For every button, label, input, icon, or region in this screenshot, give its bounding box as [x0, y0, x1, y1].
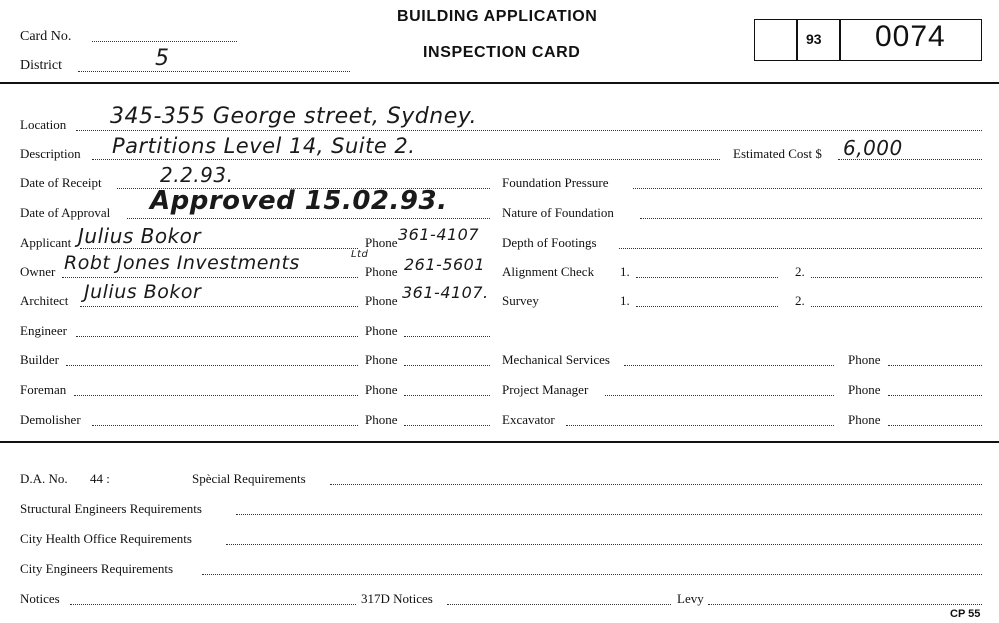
depth-footings-field[interactable] — [619, 248, 982, 249]
district-field[interactable] — [78, 71, 350, 72]
excavator-field[interactable] — [566, 425, 834, 426]
applicant-field[interactable] — [80, 248, 358, 249]
structural-requirements-field[interactable] — [236, 514, 982, 515]
builder-phone-label: Phone — [365, 352, 398, 367]
date-receipt-label: Date of Receipt — [20, 175, 102, 190]
mechanical-phone-label: Phone — [848, 352, 881, 367]
engineer-label: Engineer — [20, 323, 67, 338]
excavator-label: Excavator — [502, 412, 555, 427]
header-rule — [0, 82, 999, 84]
district-value: 5 — [155, 46, 170, 71]
applicant-phone-value: 361-4107 — [398, 225, 480, 244]
project-manager-phone-label: Phone — [848, 382, 881, 397]
form-code: CP 55 — [950, 608, 981, 620]
applicant-phone-label: Phone — [365, 235, 398, 250]
city-engineers-requirements-field[interactable] — [202, 574, 982, 575]
builder-phone-field[interactable] — [404, 365, 490, 366]
date-receipt-value: 2.2.93. — [160, 163, 234, 187]
nature-foundation-label: Nature of Foundation — [502, 205, 614, 220]
demolisher-phone-label: Phone — [365, 412, 398, 427]
survey-field-2[interactable] — [811, 306, 982, 307]
notices-317d-label: 317D Notices — [361, 591, 433, 606]
box-divider — [796, 19, 798, 61]
health-requirements-label: City Health Office Requirements — [20, 531, 192, 546]
alignment-num-2: 2. — [795, 264, 805, 279]
alignment-num-1: 1. — [620, 264, 630, 279]
description-field[interactable] — [92, 159, 720, 160]
estimated-cost-label: Estimated Cost $ — [733, 146, 822, 161]
engineer-field[interactable] — [76, 336, 358, 337]
owner-ltd: Ltd — [351, 249, 369, 260]
card-year: 93 — [806, 31, 822, 47]
project-manager-phone-field[interactable] — [888, 395, 982, 396]
da-no-label: D.A. No. — [20, 471, 68, 486]
architect-label: Architect — [20, 293, 69, 308]
location-label: Location — [20, 117, 67, 132]
structural-requirements-label: Structural Engineers Requirements — [20, 501, 202, 516]
notices-317d-field[interactable] — [447, 604, 671, 605]
architect-phone-value: 361-4107. — [402, 283, 489, 302]
owner-label: Owner — [20, 264, 56, 279]
demolisher-label: Demolisher — [20, 412, 81, 427]
foundation-pressure-field[interactable] — [633, 188, 982, 189]
box-divider — [839, 19, 841, 61]
card-title-line2: INSPECTION CARD — [423, 44, 581, 61]
card-number-box — [754, 19, 982, 61]
description-label: Description — [20, 146, 81, 161]
foreman-label: Foreman — [20, 382, 67, 397]
excavator-phone-label: Phone — [848, 412, 881, 427]
engineer-phone-label: Phone — [365, 323, 398, 338]
owner-phone-value: 261-5601 — [404, 255, 486, 274]
notices-field[interactable] — [70, 604, 356, 605]
section-rule — [0, 441, 999, 443]
date-approval-value: Approved 15.02.93. — [150, 186, 448, 216]
date-approval-field[interactable] — [127, 218, 490, 219]
owner-phone-label: Phone — [365, 264, 398, 279]
survey-field-1[interactable] — [636, 306, 778, 307]
card-no-field[interactable] — [92, 41, 237, 42]
applicant-value: Julius Bokor — [78, 224, 202, 248]
builder-label: Builder — [20, 352, 59, 367]
city-engineers-requirements-label: City Engineers Requirements — [20, 561, 174, 576]
survey-num-1: 1. — [620, 293, 630, 308]
alignment-field-2[interactable] — [811, 277, 982, 278]
foreman-field[interactable] — [74, 395, 358, 396]
builder-field[interactable] — [66, 365, 358, 366]
excavator-phone-field[interactable] — [888, 425, 982, 426]
card-number: 0074 — [875, 20, 946, 53]
survey-num-2: 2. — [795, 293, 805, 308]
alignment-field-1[interactable] — [636, 277, 778, 278]
description-value: Partitions Level 14, Suite 2. — [112, 134, 416, 158]
project-manager-field[interactable] — [605, 395, 834, 396]
district-label: District — [20, 58, 62, 73]
demolisher-phone-field[interactable] — [404, 425, 490, 426]
mechanical-label: Mechanical Services — [502, 352, 610, 367]
estimated-cost-value: 6,000 — [843, 136, 903, 160]
card-title-line1: BUILDING APPLICATION — [397, 8, 598, 25]
alignment-check-label: Alignment Check — [502, 264, 595, 279]
foundation-pressure-label: Foundation Pressure — [502, 175, 609, 190]
levy-label: Levy — [677, 591, 704, 606]
survey-label: Survey — [502, 293, 539, 308]
depth-footings-label: Depth of Footings — [502, 235, 597, 250]
date-approval-label: Date of Approval — [20, 205, 111, 220]
owner-field[interactable] — [62, 277, 358, 278]
mechanical-field[interactable] — [624, 365, 834, 366]
nature-foundation-field[interactable] — [640, 218, 982, 219]
special-requirements-label: Spècial Requirements — [192, 471, 306, 486]
levy-field[interactable] — [708, 604, 982, 605]
demolisher-field[interactable] — [92, 425, 358, 426]
location-field[interactable] — [76, 130, 982, 131]
location-value: 345-355 George street, Sydney. — [110, 104, 478, 129]
card-no-label: Card No. — [20, 29, 72, 44]
applicant-label: Applicant — [20, 235, 72, 250]
mechanical-phone-field[interactable] — [888, 365, 982, 366]
da-no-value: 44 : — [90, 471, 110, 486]
project-manager-label: Project Manager — [502, 382, 589, 397]
foreman-phone-field[interactable] — [404, 395, 490, 396]
health-requirements-field[interactable] — [226, 544, 982, 545]
owner-value: Robt Jones Investments — [64, 252, 300, 274]
architect-phone-label: Phone — [365, 293, 398, 308]
foreman-phone-label: Phone — [365, 382, 398, 397]
special-requirements-field[interactable] — [330, 484, 982, 485]
notices-label: Notices — [20, 591, 60, 606]
engineer-phone-field[interactable] — [404, 336, 490, 337]
architect-value: Julius Bokor — [84, 281, 202, 303]
architect-field[interactable] — [80, 306, 358, 307]
